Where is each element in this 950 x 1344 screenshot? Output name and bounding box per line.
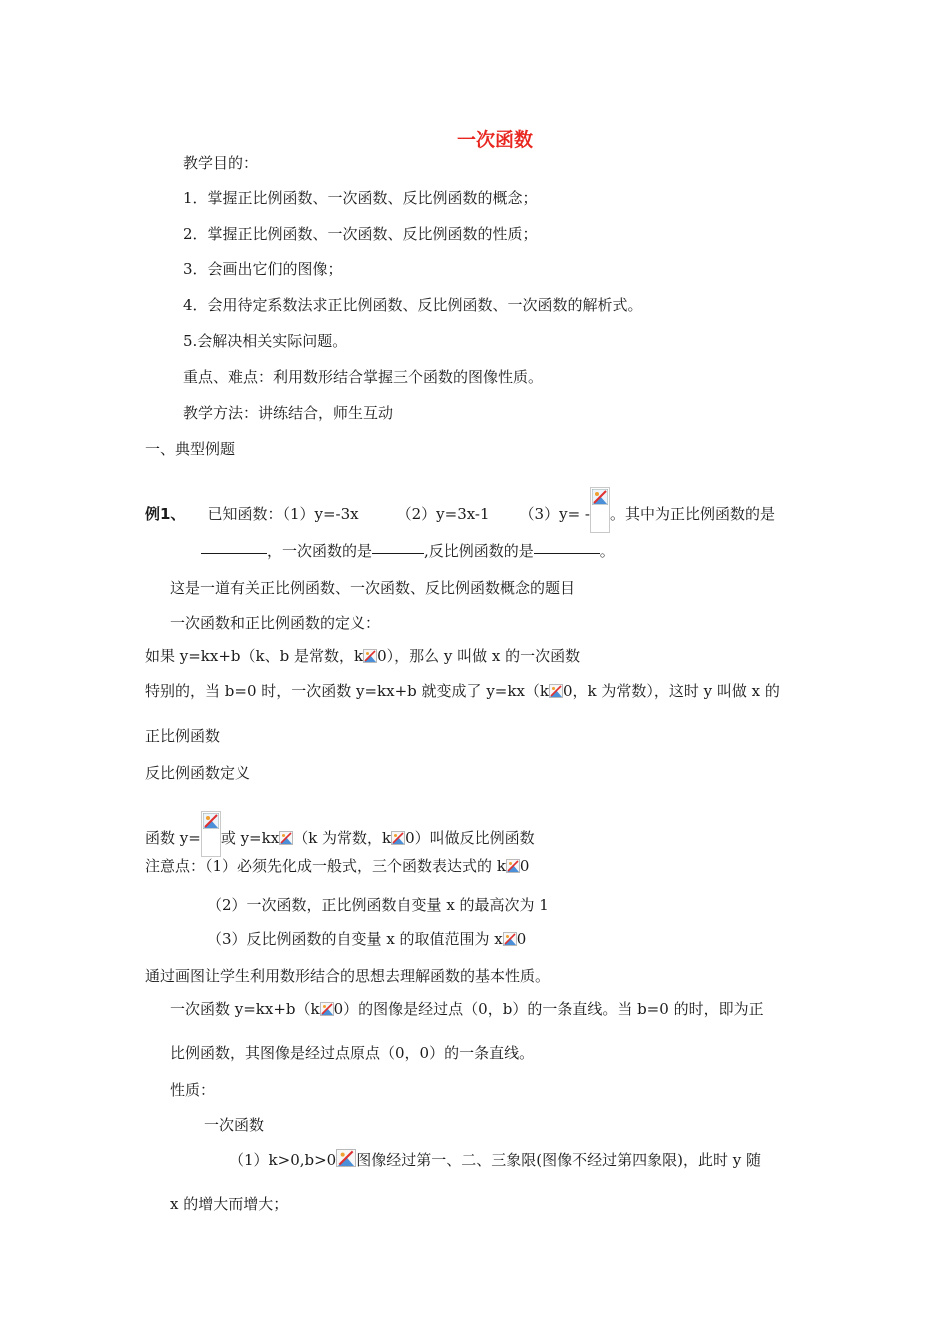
note-paragraph-3: 通过画图让学生利用数形结合的思想去理解函数的基本性质。 [145,967,551,985]
nature-heading: 性质： [170,1081,216,1099]
example1-line2-a: ，一次函数的是 [267,542,373,560]
definition-linear-b: 0），那么 y 叫做 x 的一次函数 [377,647,581,665]
attention-1-b: 0 [519,857,530,875]
attention-1 [145,856,529,876]
definition-inverse-d: 0）叫做反比例函数 [405,829,535,847]
example1-intro: 已知函数：（1）y=-3x [207,505,359,523]
definition-inverse-b: 或 y=kx [220,829,280,847]
case-1 [229,1149,761,1170]
definition-inverse-a: 函数 y= [145,829,201,847]
case-1-cont: x 的增大而增大； [170,1195,289,1213]
objectives-heading: 教学目的： [183,154,259,172]
broken-image-icon [391,831,405,845]
note-paragraph-1: 这是一道有关正比例函数、一次函数、反比例函数概念的题目 [170,579,576,597]
answer-blank [534,553,600,554]
example1-line2-b: ,反比例函数的是 [424,542,534,560]
definition-linear-a: 如果 y=kx+b（k、b 是常数，k [145,647,364,665]
definition-proportional [145,681,780,701]
attention-3 [207,929,526,949]
broken-image-icon [506,859,520,873]
broken-image-icon [503,932,517,946]
objective-item-5: 5.会解决相关实际问题。 [183,332,348,350]
attention-3-b: 0 [516,930,527,948]
objective-item-1: 1．掌握正比例函数、一次函数、反比例函数的概念； [183,189,538,207]
example1-option2: （2）y=3x-1 [396,505,490,523]
case-1-a: （1）k>0,b>0 [229,1151,337,1169]
case-1-b: 图像经过第一、二、三象限(图像不经过第四象限)，此时 y 随 [356,1151,761,1169]
definition-proportional-a: 特别的，当 b=0 时，一次函数 y=kx+b 就变成了 y=kx（k [145,682,549,700]
definition-inverse-c: （k 为常数，k [293,829,392,847]
example1-line2 [201,541,615,561]
attention-3-a: （3）反比例函数的自变量 x 的取值范围为 x [207,930,503,948]
broken-image-icon [590,487,610,533]
example1-line1 [145,487,775,533]
example1-label: 例1、 [145,505,186,523]
definition-proportional-b: 0，k 为常数），这时 y 叫做 x 的 [563,682,780,700]
linear-function-heading: 一次函数 [204,1116,265,1134]
key-points: 重点、难点：利用数形结合掌握三个函数的图像性质。 [183,368,544,386]
broken-image-icon [201,811,221,857]
broken-image-icon [279,831,293,845]
page-title: 一次函数 [456,129,533,151]
definition-inverse [145,811,535,857]
property-linear [170,999,764,1019]
definition-proportional-cont: 正比例函数 [145,727,221,745]
attention-2: （2）一次函数，正比例函数自变量 x 的最高次为 1 [207,896,549,914]
broken-image-icon [336,1149,356,1167]
example1-line2-c: 。 [599,542,615,560]
objective-item-2: 2．掌握正比例函数、一次函数、反比例函数的性质； [183,225,538,243]
example1-tail: 。其中为正比例函数的是 [609,505,775,523]
property-linear-cont: 比例函数，其图像是经过点原点（0，0）的一条直线。 [170,1044,535,1062]
broken-image-icon [363,649,377,663]
section-heading-examples: 一、典型例题 [145,440,236,458]
note-paragraph-2: 一次函数和正比例函数的定义： [170,614,381,632]
property-linear-b: 0）的图像是经过点（0，b）的一条直线。当 b=0 的时，即为正 [333,1000,764,1018]
property-linear-a: 一次函数 y=kx+b（k [170,1000,320,1018]
inverse-heading: 反比例函数定义 [145,764,251,782]
answer-blank [372,553,424,554]
broken-image-icon [320,1002,334,1016]
objective-item-4: 4．会用待定系数法求正比例函数、反比例函数、一次函数的解析式。 [183,296,643,314]
broken-image-icon [549,684,563,698]
attention-1-a: 注意点：（1）必须先化成一般式，三个函数表达式的 k [145,857,506,875]
objective-item-3: 3．会画出它们的图像； [183,260,343,278]
answer-blank [201,553,267,554]
example1-option3: （3）y= - [519,505,590,523]
teaching-method: 教学方法：讲练结合，师生互动 [183,404,394,422]
definition-linear [145,646,580,666]
